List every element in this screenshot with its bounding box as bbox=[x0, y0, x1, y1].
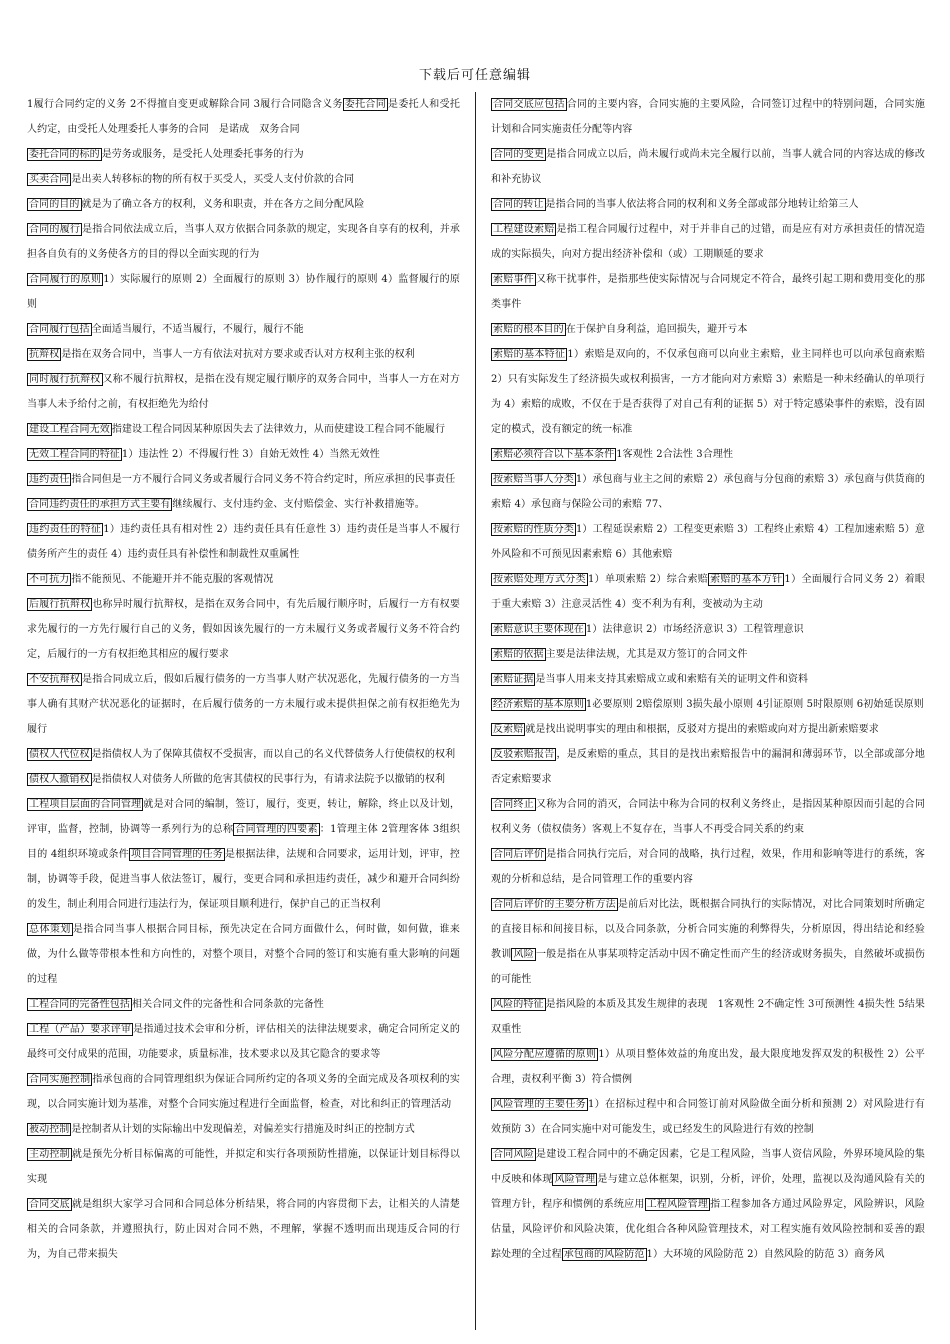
right-paragraph bbox=[491, 892, 925, 992]
boxed-term: 合同终止 bbox=[493, 799, 534, 810]
left-paragraph bbox=[27, 1017, 460, 1067]
definition-text: 主要是法律法规，尤其是双方签订的合同文件 bbox=[545, 649, 748, 660]
definition-text: 1）违约责任具有相对性 2）违约责任具有任意性 3）违约责任是当事人不履行债务所产生的责任 4）违约责任具有补偿性和制裁性双重属性 bbox=[27, 524, 460, 560]
boxed-term: 索赔的根本目的 bbox=[493, 324, 564, 335]
right-paragraph bbox=[491, 267, 925, 317]
left-paragraph bbox=[27, 167, 460, 192]
boxed-term: 索赔的基本方针 bbox=[710, 574, 783, 585]
definition-text: 1客观性 2合法性 3合理性 bbox=[616, 449, 734, 460]
boxed-term: 索赔的依据 bbox=[493, 649, 544, 660]
left-paragraph bbox=[27, 992, 460, 1017]
left-paragraph bbox=[27, 267, 460, 317]
boxed-term: 项目合同管理的任务 bbox=[130, 849, 223, 860]
definition-text: 也称异时履行抗辩权，是指在双务合同中，有先后履行顺序时，后履行一方有权要求先履行的一方先行履行自己的义务，假如因该先履行的一方未履行义务或者履行义务不符合约定，后履行的一方有权拒绝其相应的履行要求 bbox=[27, 599, 460, 660]
definition-text: 是控制者从计划的实际输出中发现偏差，对偏差实行措施及时纠正的控制方式 bbox=[71, 1124, 415, 1135]
definition-text: 1）工程延误索赔 2）工程变更索赔 3）工程终止索赔 4）工程加速索赔 5）意外风险和不可预见因素索赔 6）其他索赔 bbox=[491, 524, 925, 560]
right-paragraph bbox=[491, 992, 925, 1042]
right-paragraph bbox=[491, 517, 925, 567]
boxed-term: 索赔必须符合以下基本条件 bbox=[493, 449, 615, 460]
boxed-term: 合同交底 bbox=[29, 1199, 70, 1210]
right-paragraph bbox=[491, 842, 925, 892]
boxed-term: 合同后评价 bbox=[493, 849, 545, 860]
right-paragraph bbox=[491, 567, 925, 617]
definition-text: 在于保护自身利益，追回损失，避开亏本 bbox=[565, 324, 748, 335]
boxed-term: 债权人撤销权 bbox=[29, 774, 90, 785]
definition-text: 是指合同成立后，假如后履行债务的一方当事人财产状况恶化，先履行债务的一方当事人确有其财产状况恶化的证据时，在后履行债务的一方未履行或未提供担保之前有权拒绝先为履行 bbox=[27, 674, 460, 735]
definition-text: 是指在双务合同中，当事人一方有依法对抗对方要求或否认对方权利主张的权利 bbox=[61, 349, 415, 360]
boxed-term: 主动控制 bbox=[29, 1149, 70, 1160]
right-paragraph bbox=[491, 442, 925, 467]
boxed-term: 合同后评价的主要分析方法 bbox=[493, 899, 616, 910]
right-paragraph bbox=[491, 92, 925, 142]
boxed-term: 违约责任的特征 bbox=[29, 524, 102, 535]
right-paragraph bbox=[491, 692, 925, 717]
right-paragraph bbox=[491, 617, 925, 642]
boxed-term: 总体策划 bbox=[29, 924, 71, 935]
definition-text: 指建设工程合同因某种原因失去了法律效力，从而使建设工程合同不能履行 bbox=[111, 424, 446, 435]
definition-text: 1）从项目整体效益的角度出发，最大限度地发挥双发的积极性 2）公平合理，责权利平衡 3）符合惯例 bbox=[491, 1049, 925, 1085]
definition-text: 1）大环境的风险防范 2）自然风险的防范 3）商务风 bbox=[646, 1249, 885, 1260]
left-paragraph bbox=[27, 367, 460, 417]
definition-text: 继续履行、支付违约金、支付赔偿金、实行补救措施等。 bbox=[172, 499, 425, 510]
definition-text: 是建设工程合同中的不确定因素，它是工程风险，当事人资信风险，外界环境风险的集中反映和体现 bbox=[491, 1149, 925, 1185]
boxed-term: 风险管理 bbox=[554, 1174, 596, 1185]
definition-text: 合同的主要内容，合同实施的主要风险，合同签订过程中的特别问题，合同实施计划和合同实施责任分配等内容 bbox=[491, 99, 925, 135]
left-paragraph bbox=[27, 442, 460, 467]
definition-text: 1）承包商与业主之间的索赔 2）承包商与分包商的索赔 3）承包商与供货商的索赔 4）承包商与保险公司的索赔 77、 bbox=[491, 474, 925, 510]
boxed-term: 合同的目的 bbox=[29, 199, 80, 210]
boxed-term: 索赔事件 bbox=[493, 274, 534, 285]
boxed-term: 合同的履行 bbox=[29, 224, 81, 235]
boxed-term: 工程建设索赔 bbox=[493, 224, 555, 235]
boxed-term: 合同履行包括 bbox=[29, 324, 90, 335]
right-paragraph bbox=[491, 1142, 925, 1267]
boxed-term: 后履行抗辩权 bbox=[29, 599, 91, 610]
boxed-term: 风险分配应遵循的原则 bbox=[493, 1049, 597, 1060]
boxed-term: 按索赔当事人分类 bbox=[493, 474, 574, 485]
left-paragraph bbox=[27, 592, 460, 667]
definition-text: 1）在招标过程中和合同签订前对风险做全面分析和预测 2）对风险进行有效预防 3）在合同实施中对可能发生，或已经发生的风险进行有效的控制 bbox=[491, 1099, 925, 1135]
boxed-term: 风险的特征 bbox=[493, 999, 544, 1010]
definition-text: 指承包商的合同管理组织为保证合同所约定的各项义务的全面完成及各项权利的实现，以合同实施计划为基准，对整个合同实施过程进行全面监督，检查，对比和纠正的管理活动 bbox=[27, 1074, 460, 1110]
boxed-term: 索赔意识主要体现在 bbox=[493, 624, 584, 635]
page-header: 下载后可任意编辑 bbox=[418, 68, 531, 83]
boxed-term: 反驳索赔报告 bbox=[493, 749, 555, 760]
boxed-term: 经济索赔的基本原则 bbox=[493, 699, 584, 710]
definition-text: 1）违法性 2）不得履行性 3）自始无效性 4）当然无效性 bbox=[121, 449, 380, 460]
right-paragraph bbox=[491, 467, 925, 517]
left-paragraph bbox=[27, 317, 460, 342]
boxed-term: 合同风险 bbox=[493, 1149, 534, 1160]
boxed-term: 承包商的风险防范 bbox=[563, 1249, 645, 1260]
definition-text: 是指合同的当事人依法将合同的权利和义务全部或部分地转让给第三人 bbox=[545, 199, 859, 210]
boxed-term: 工程项目层面的合同管理 bbox=[29, 799, 142, 810]
definition-text: 是劳务或服务，是受托人处理委托事务的行为 bbox=[101, 149, 304, 160]
boxed-term: 合同管理的四要素 bbox=[235, 824, 318, 835]
boxed-term: 按索赔的性质分类 bbox=[493, 524, 574, 535]
left-paragraph bbox=[27, 1142, 460, 1192]
definition-text: 是前后对比法，既根据合同执行的实际情况，对比合同策划时所确定的直接目标和间接目标，以及合同条款，分析合同实施的利弊得失，分析原因，得出结论和经验教训 bbox=[491, 899, 925, 960]
boxed-term: 合同的转让 bbox=[493, 199, 544, 210]
definition-text: 1）实际履行的原则 2）全面履行的原则 3）协作履行的原则 4）监督履行的原则 bbox=[27, 274, 460, 310]
definition-text: 是与建立总体框架，识别，分析，评价，处理，监视以及沟通风险有关的管理方针，程序和惯例的系统应用 bbox=[491, 1174, 925, 1210]
definition-text: 1）单项索赔 2）综合索赔 bbox=[587, 574, 709, 585]
right-paragraph bbox=[491, 642, 925, 667]
definition-text: 就是预先分析目标偏离的可能性，并拟定和实行各项预防性措施，以保证计划目标得以实现 bbox=[27, 1149, 460, 1185]
left-paragraph bbox=[27, 417, 460, 442]
left-paragraph bbox=[27, 567, 460, 592]
definition-text: 是指债权人为了保障其债权不受损害，而以自己的名义代替债务人行使债权的权利 bbox=[91, 749, 456, 760]
boxed-term: 索赔证据 bbox=[493, 674, 534, 685]
boxed-term: 工程风险管理 bbox=[646, 1199, 709, 1210]
boxed-term: 索赔的基本特征 bbox=[493, 349, 566, 360]
right-column bbox=[491, 92, 925, 1328]
boxed-term: 合同履行的原则 bbox=[29, 274, 102, 285]
definition-text: 是指合同依法成立后，当事人双方依据合同条款的规定，实现各自享有的权利，并承担各自负有的义务使各方的目的得以全面实现的行为 bbox=[27, 224, 460, 260]
left-paragraph bbox=[27, 192, 460, 217]
definition-text: 是当事人用来支持其索赔成立或和索赔有关的证明文件和资料 bbox=[535, 674, 809, 685]
right-paragraph bbox=[491, 1042, 925, 1092]
definition-text: 1）全面履行合同义务 2）着眼于重大索赔 3）注意灵活性 4）变不利为有利，变被动为主动 bbox=[491, 574, 925, 610]
boxed-term: 委托合同的标的 bbox=[29, 149, 100, 160]
right-paragraph bbox=[491, 667, 925, 692]
right-paragraph bbox=[491, 742, 925, 792]
definition-text: 是委托人和受托人约定，由受托人处理委托人事务的合同 是诺成 双务合同 bbox=[27, 99, 460, 135]
boxed-term: 无效工程合同的特征 bbox=[29, 449, 120, 460]
definition-text: 是出卖人转移标的物的所有权于买受人，买受人支付价款的合同 bbox=[71, 174, 355, 185]
boxed-term: 不安抗辩权 bbox=[29, 674, 81, 685]
right-paragraph bbox=[491, 192, 925, 217]
left-paragraph bbox=[27, 467, 460, 492]
definition-text: 指合同但是一方不履行合同义务或者履行合同义务不符合约定时，所应承担的民事责任 bbox=[71, 474, 456, 485]
definition-text: 是指合同成立以后，尚未履行或尚未完全履行以前，当事人就合同的内容达成的修改和补充协议 bbox=[491, 149, 925, 185]
definition-text: 是指风险的本质及其发生规律的表现 1客观性 2不确定性 3可预测性 4损失性 5结果双重性 bbox=[491, 999, 925, 1035]
left-paragraph bbox=[27, 1067, 460, 1117]
left-paragraph bbox=[27, 742, 460, 767]
left-paragraph bbox=[27, 517, 460, 567]
left-paragraph bbox=[27, 217, 460, 267]
boxed-term: 买卖合同 bbox=[29, 174, 70, 185]
right-paragraph bbox=[491, 717, 925, 742]
column-divider bbox=[475, 92, 476, 1330]
right-paragraph bbox=[491, 217, 925, 267]
definition-text: 1履行合同约定的义务 2不得擅自变更或解除合同 3履行合同隐含义务 bbox=[27, 99, 343, 110]
definition-text: 全面适当履行，不适当履行，不履行，履行不能 bbox=[91, 324, 304, 335]
boxed-term: 合同实施控制 bbox=[29, 1074, 91, 1085]
definition-text: 是根据法律，法规和合同要求，运用计划，评审，控制，协调等手段，促进当事人依法签订，履行，变更合同和承担违约责任，减少和避开合同纠纷的发生，制止利用合同进行违法行为，保证项目顺利进行，保护自己的正当权利 bbox=[27, 849, 460, 910]
right-paragraph bbox=[491, 792, 925, 842]
boxed-term: 同时履行抗辩权 bbox=[29, 374, 101, 385]
left-paragraph bbox=[27, 92, 460, 142]
definition-text: ：1管理主体 2管理客体 3组织目的 4组织环境或条件 bbox=[27, 824, 460, 860]
left-paragraph bbox=[27, 667, 460, 742]
left-paragraph bbox=[27, 792, 460, 917]
right-paragraph bbox=[491, 1092, 925, 1142]
boxed-term: 工程（产品）要求评审 bbox=[29, 1024, 132, 1035]
left-paragraph bbox=[27, 142, 460, 167]
boxed-term: 反索赔 bbox=[493, 724, 524, 735]
boxed-term: 委托合同 bbox=[344, 99, 387, 110]
definition-text: 又称不履行抗辩权，是指在没有规定履行顺序的双务合同中，当事人一方在对方当事人未予给付之前，有权拒绝先为给付 bbox=[27, 374, 460, 410]
definition-text: 是指合同当事人根据合同目标，预先决定在合同方面做什么，何时做，如何做，谁来做，为什么做等带根本性和方向性的，对整个项目，对整个合同的签订和实施有重大影响的问题的过程 bbox=[27, 924, 460, 985]
definition-text: 相关合同文件的完备性和合同条款的完备性 bbox=[132, 999, 324, 1010]
definition-text: 1必要原则 2赔偿原则 3损失最小原则 4引证原则 5时限原则 6初始延误原则 bbox=[585, 699, 924, 710]
left-paragraph bbox=[27, 492, 460, 517]
left-paragraph bbox=[27, 767, 460, 792]
definition-text: 指不能预见、不能避开并不能克服的客观情况 bbox=[71, 574, 274, 585]
definition-text: 就是对合同的编制，签订，履行，变更，转让，解除，终止以及计划，评审，监督，控制，协调等一系列行为的总称 bbox=[27, 799, 460, 835]
definition-text: 就是为了确立各方的权利，义务和职责，并在各方之间分配风险 bbox=[81, 199, 365, 210]
definition-text: ，是反索赔的重点，其目的是找出索赔报告中的漏洞和薄弱环节，以全部或部分地否定索赔要求 bbox=[491, 749, 925, 785]
boxed-term: 合同交底应包括 bbox=[493, 99, 565, 110]
boxed-term: 风险 bbox=[513, 949, 534, 960]
definition-text: 指工程参加各方通过风险界定，风险辨识，风险估量，风险评价和风险决策，优化组合各种风险管理技术，对工程实施有效风险控制和妥善的跟踪处理的全过程 bbox=[491, 1199, 925, 1260]
right-paragraph bbox=[491, 342, 925, 442]
boxed-term: 工程合同的完备性包括 bbox=[29, 999, 130, 1010]
left-column bbox=[27, 92, 460, 1328]
right-paragraph bbox=[491, 142, 925, 192]
left-paragraph bbox=[27, 1192, 460, 1267]
definition-text: 是指债权人对债务人所做的危害其债权的民事行为，有请求法院予以撤销的权利 bbox=[91, 774, 446, 785]
definition-text: 就是组织大家学习合同和合同总体分析结果，将合同的内容贯彻下去，让相关的人清楚相关的合同条款，并遵照执行，防止因对合同不熟，不理解，掌握不透明而出现违反合同的行为，为自己带来损失 bbox=[27, 1199, 460, 1260]
definition-text: 1）索赔是双向的，不仅承包商可以向业主索赔，业主同样也可以向承包商索赔 2）只有实际发生了经济损失或权利损害，一方才能向对方索赔 3）索赔是一种未经确认的单项行为 4）索赔的成败，不仅在于是否获得了对自己有利的证据 5）对于特定感染事件的索赔，没有固定的模式，没有额定的统一标准 bbox=[491, 349, 925, 435]
boxed-term: 合同违约责任的承担方式主要有 bbox=[29, 499, 171, 510]
left-paragraph bbox=[27, 342, 460, 367]
boxed-term: 风险管理的主要任务 bbox=[493, 1099, 586, 1110]
left-paragraph bbox=[27, 917, 460, 992]
boxed-term: 抗辩权 bbox=[29, 349, 60, 360]
boxed-term: 债权人代位权 bbox=[29, 749, 90, 760]
definition-text: 1）法律意识 2）市场经济意识 3）工程管理意识 bbox=[585, 624, 804, 635]
boxed-term: 建设工程合同无效 bbox=[29, 424, 110, 435]
definition-text: 是指通过技术会审和分析，评估相关的法律法规要求，确定合同所定义的最终可交付成果的范围，功能要求，质量标准，技术要求以及其它隐含的要求等 bbox=[27, 1024, 460, 1060]
definition-text: 又称干扰事件，是指那些使实际情况与合同规定不符合，最终引起工期和费用变化的那类事件 bbox=[491, 274, 925, 310]
boxed-term: 按索赔处理方式分类 bbox=[493, 574, 586, 585]
boxed-term: 合同的变更 bbox=[493, 149, 545, 160]
definition-text: 一般是指在从事某项特定活动中因不确定性而产生的经济或财务损失，自然破坏或损伤的可能性 bbox=[491, 949, 925, 985]
definition-text: 是指合同执行完后，对合同的战略，执行过程，效果，作用和影响等进行的系统，客观的分析和总结，是合同管理工作的重要内容 bbox=[491, 849, 925, 885]
definition-text: 是指工程合同履行过程中，对于并非自己的过错，而是应有对方承担责任的情况造成的实际损失，向对方提出经济补偿和（或）工期顺延的要求 bbox=[491, 224, 925, 260]
definition-text: 就是找出说明事实的理由和根据，反驳对方提出的索赔或向对方提出新索赔要求 bbox=[525, 724, 879, 735]
boxed-term: 违约责任 bbox=[29, 474, 70, 485]
right-paragraph bbox=[491, 317, 925, 342]
left-paragraph bbox=[27, 1117, 460, 1142]
definition-text: 又称为合同的消灭，合同法中称为合同的权利义务终止，是指因某种原因而引起的合同权利义务（债权债务）客观上不复存在，当事人不再受合同关系的约束 bbox=[491, 799, 925, 835]
boxed-term: 被动控制 bbox=[29, 1124, 70, 1135]
boxed-term: 不可抗力 bbox=[29, 574, 70, 585]
